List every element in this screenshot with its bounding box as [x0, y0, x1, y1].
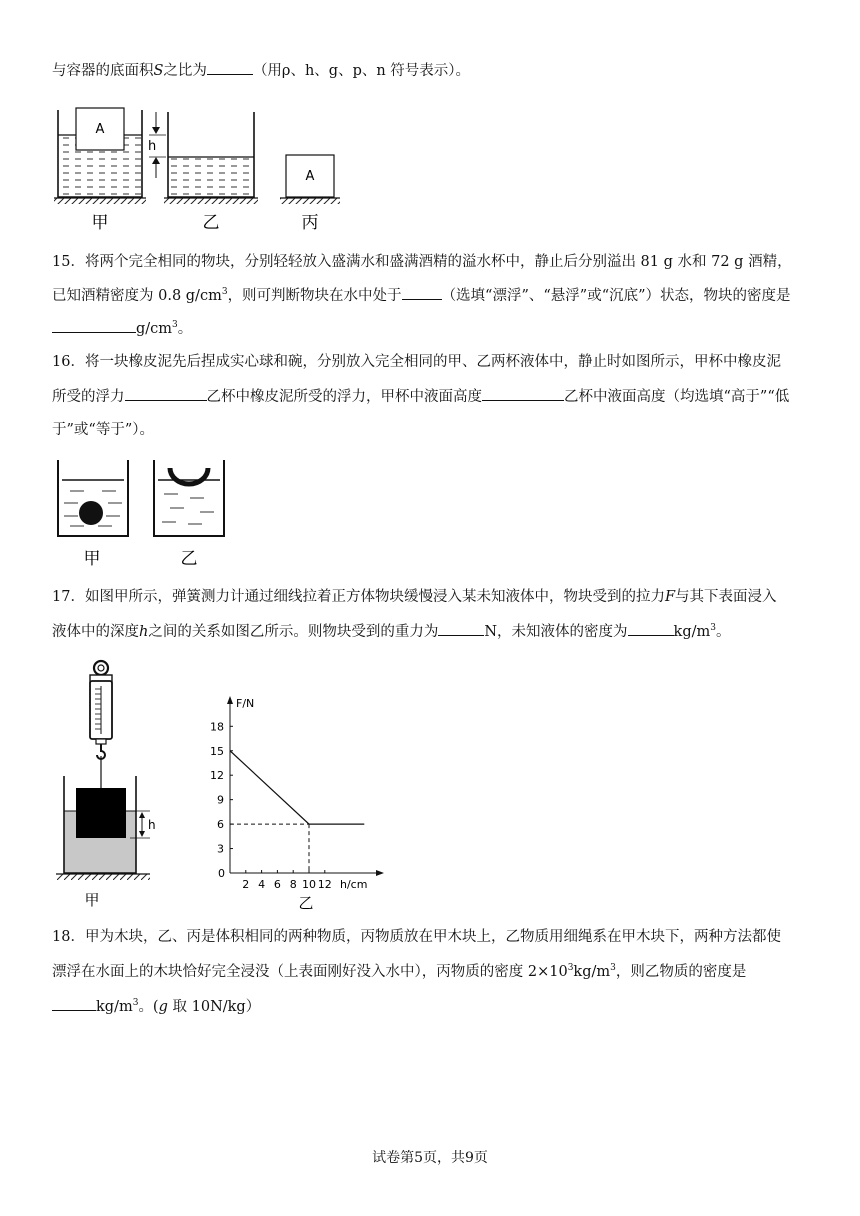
q18-line-3 [52, 996, 260, 1017]
spring-scale-figure [50, 656, 160, 911]
q17-text-b: 与其下表面浸入 [675, 589, 777, 605]
y-tick-label: 15 [210, 744, 224, 758]
q15-sup-b: 3 [172, 320, 178, 331]
q16-caption-jia: 甲 [83, 549, 101, 569]
caption-jia: 甲 [91, 213, 109, 233]
block-a-on-ground [280, 155, 340, 204]
q15-text-b: ，则可判断物块在水中处于 [227, 288, 402, 304]
q18-sup-b: 3 [610, 963, 616, 974]
q17-sup: 3 [710, 623, 716, 634]
x-tick-label: 6 [273, 878, 281, 891]
q15-state-blank[interactable] [402, 285, 442, 300]
cup-yi [154, 460, 224, 536]
cup-jia [58, 460, 128, 536]
q15-text-a: 已知酒精密度为 0.8 g/cm [52, 288, 222, 304]
force-depth-chart [200, 690, 390, 912]
q14-text-c: （用ρ、h、g、p、n 符号表示）。 [252, 63, 471, 79]
x-tick-label: 2 [242, 878, 250, 891]
y-tick-label: 9 [217, 793, 224, 807]
q18-sup-c: 3 [132, 998, 139, 1009]
q17-text-c: 液体中的深度 [52, 624, 139, 640]
q16-buoyancy-blank[interactable] [125, 386, 207, 401]
q16-text-c: 乙杯中液面高度（均选填“高于”“低 [564, 389, 790, 405]
q18-text-c: 。( [138, 999, 159, 1015]
ring-icon [94, 661, 108, 675]
q14-figure [50, 100, 350, 235]
q18-line-2 [52, 962, 746, 982]
y-tick-label: 6 [217, 818, 224, 832]
q18-density-blank[interactable] [52, 996, 96, 1011]
q17-unit: kg/m [673, 624, 711, 640]
container-jia [54, 108, 146, 204]
q15-density-blank[interactable] [52, 318, 136, 333]
q17-h-label: h [148, 818, 156, 832]
q16-level-blank[interactable] [482, 386, 564, 401]
y-axis-label: F/N [236, 697, 255, 710]
q17-caption-jia: 甲 [84, 891, 100, 909]
clay-bowl [170, 468, 208, 484]
q17-text-d: 之间的关系如图乙所示。则物块受到的重力为 [148, 624, 439, 640]
q14-var-s: S [153, 63, 164, 79]
q16-caption-yi: 乙 [180, 549, 198, 569]
q18-unit-a: kg/m [573, 964, 611, 980]
caption-bing: 丙 [301, 213, 319, 233]
q15-line-3 [52, 318, 192, 339]
q16-line-1: 16．将一块橡皮泥先后捏成实心球和碗，分别放入完全相同的甲、乙两杯液体中，静止时如图所示，甲杯中橡皮泥 [52, 354, 781, 370]
q17-line-2 [52, 621, 730, 642]
caption-yi: 乙 [202, 213, 220, 233]
h-label: h [148, 139, 157, 154]
q16-text-b: 乙杯中橡皮泥所受的浮力，甲杯中液面高度 [206, 389, 482, 405]
q18-var-g: g [158, 999, 168, 1015]
y-tick-label: 3 [217, 842, 224, 856]
q17-var-h: h [139, 624, 149, 640]
x-tick-label: 4 [258, 878, 266, 891]
x-tick-label: 10 [302, 878, 316, 891]
q15-line-2 [52, 285, 791, 306]
x-axis-label: h/cm [340, 878, 368, 891]
q17-end: 。 [715, 624, 731, 640]
block-a-label: A [95, 122, 105, 137]
q15-unit: g/cm [136, 321, 173, 337]
q18-text-b: ，则乙物质的密度是 [615, 964, 747, 980]
q16-line-2 [52, 386, 789, 407]
q17-text-a: 17．如图甲所示，弹簧测力计通过细线拉着正方体物块缓慢浸入某未知液体中，物块受到的拉力 [52, 589, 665, 605]
cube-block [76, 788, 126, 838]
x-tick-label: 12 [317, 878, 332, 891]
q17-density-blank[interactable] [628, 621, 674, 636]
q14-text-b: 之比为 [163, 63, 207, 79]
series-line [230, 751, 364, 824]
q15-end: 。 [177, 321, 193, 337]
q16-text-a: 所受的浮力 [52, 389, 125, 405]
q18-text-a: 漂浮在水面上的木块恰好完全浸没（上表面刚好没入水中），丙物质的密度 2×10 [52, 964, 568, 980]
q15-text-c: （选填“漂浮”、“悬浮”或“沉底”）状态，物块的密度是 [441, 288, 791, 304]
q18-sup-a: 3 [567, 963, 574, 974]
q17-caption-yi: 乙 [298, 894, 314, 912]
clay-ball [79, 501, 103, 525]
origin-label: 0 [218, 867, 225, 880]
q17-weight-blank[interactable] [438, 621, 484, 636]
q14-text-a: 与容器的底面积 [52, 63, 154, 79]
q14-tail-line [52, 60, 470, 81]
q16-line-3: 于”或“等于”）。 [52, 422, 154, 438]
q16-figure [50, 458, 240, 570]
block-a-label-2: A [305, 169, 315, 184]
container-yi [164, 112, 258, 204]
x-tick-label: 8 [289, 878, 297, 891]
y-tick-label: 18 [210, 720, 224, 734]
q17-line-1 [52, 587, 777, 607]
h-dimension [148, 112, 166, 178]
q17-text-e: N，未知液体的密度为 [484, 624, 628, 640]
q15-line-1: 15．将两个完全相同的物块，分别轻轻放入盛满水和盛满酒精的溢水杯中，静止后分别溢出 81 g 水和 72 g 酒精， [52, 254, 792, 270]
y-tick-label: 12 [210, 769, 224, 783]
q18-line-1: 18．甲为木块，乙、丙是体积相同的两种物质，丙物质放在甲木块上，乙物质用细绳系在甲木块下，两种方法都使 [52, 929, 781, 945]
page-footer: 试卷第5页，共9页 [372, 1150, 488, 1166]
q18-text-d: 取 10N/kg） [167, 999, 261, 1015]
q17-var-f: F [664, 589, 676, 605]
q15-sup-a: 3 [221, 287, 228, 298]
q18-unit-b: kg/m [96, 999, 133, 1015]
q14-answer-blank[interactable] [207, 60, 253, 75]
